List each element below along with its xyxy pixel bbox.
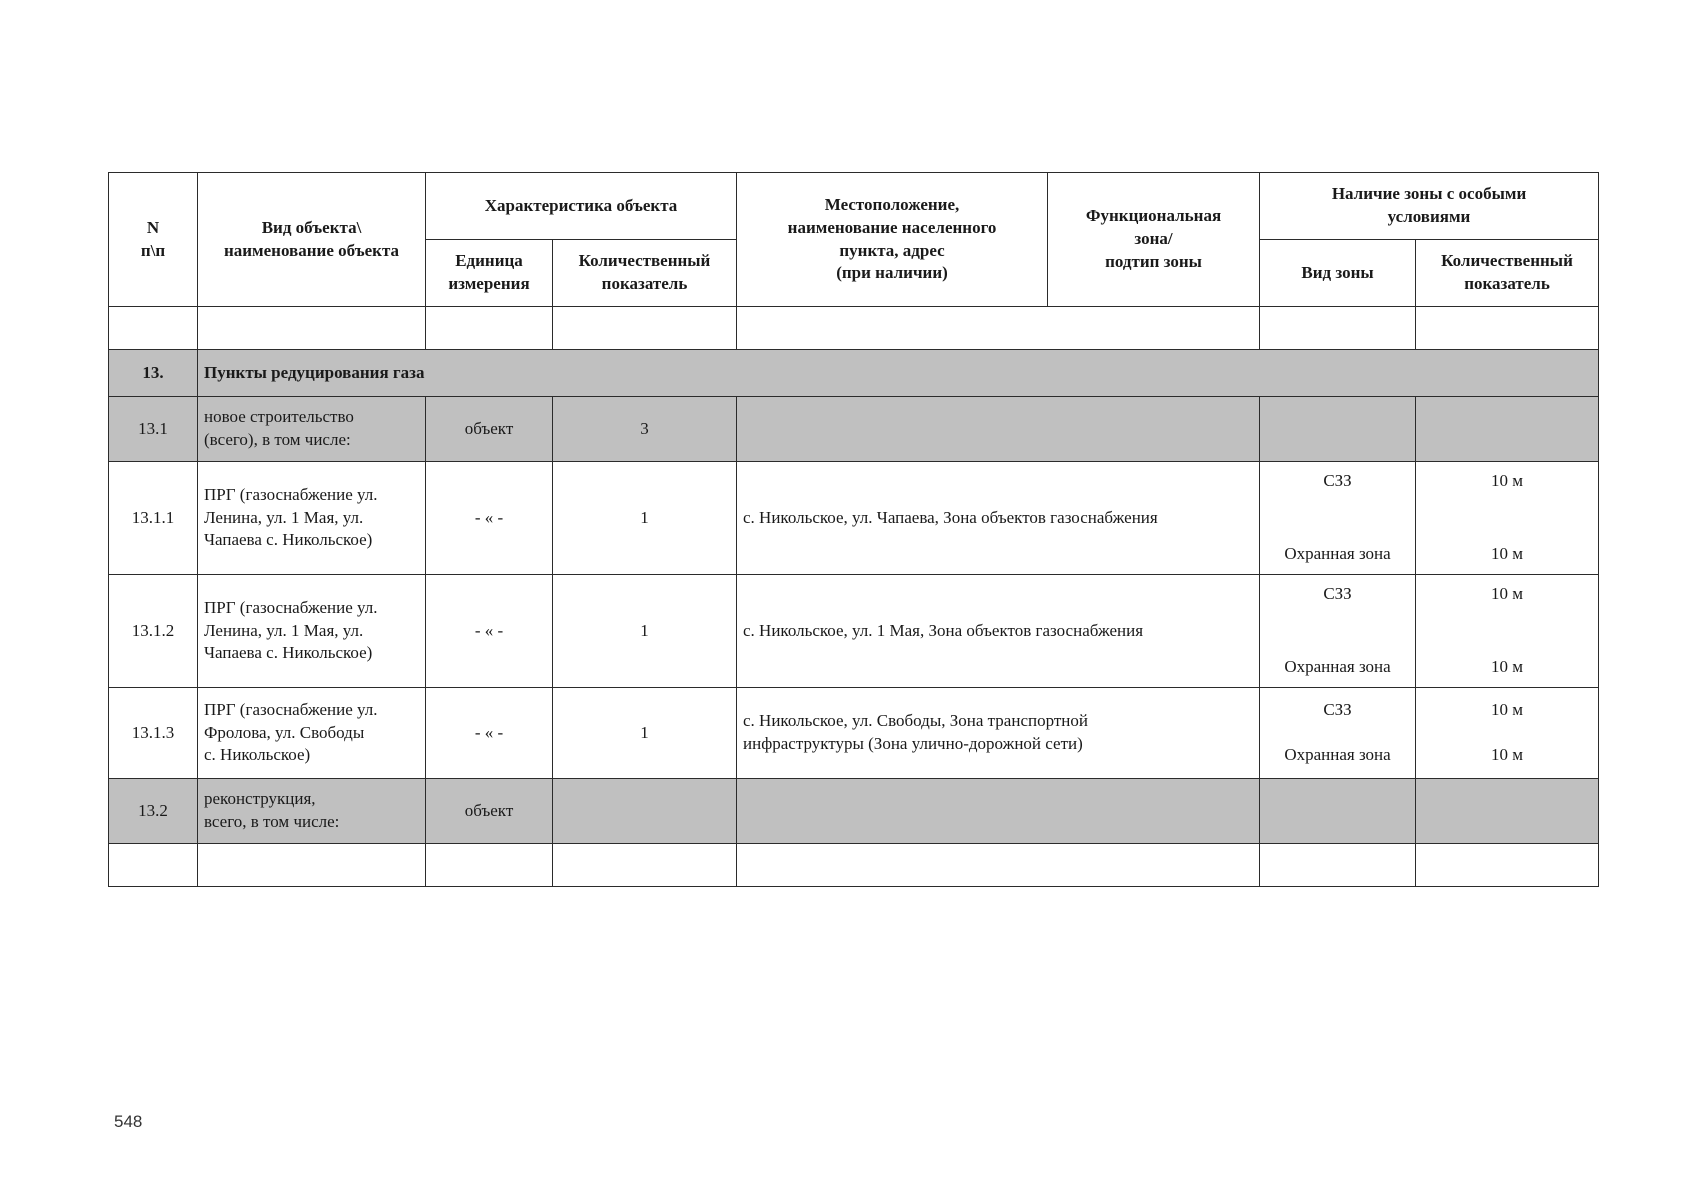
- subsection-quantity: 3: [553, 397, 737, 462]
- header-n: N п\п: [109, 173, 198, 307]
- row-unit: - « -: [426, 575, 553, 688]
- subsection-row: [109, 779, 1599, 844]
- row-unit: - « -: [426, 688, 553, 779]
- zone-quantity-szz: 10 м: [1491, 471, 1524, 490]
- row-zone-types: [1260, 688, 1416, 779]
- empty-row: [109, 844, 1599, 887]
- section-number: 13.: [109, 350, 198, 397]
- row-quantity: 1: [553, 462, 737, 575]
- row-zone-quantities: [1416, 688, 1599, 779]
- zone-type-szz: СЗЗ: [1323, 700, 1352, 719]
- zone-quantity-protection: 10 м: [1491, 544, 1524, 564]
- row-object-name: ПРГ (газоснабжение ул. Ленина, ул. 1 Мая, ул. Чапаева с. Никольское): [198, 462, 426, 575]
- row-zone-quantities: [1416, 575, 1599, 688]
- section-title: Пункты редуцирования газа: [198, 350, 1599, 397]
- table-row: [109, 575, 1599, 688]
- subsection-name: реконструкция, всего, в том числе:: [198, 779, 426, 844]
- header-functional-zone: Функциональная зона/ подтип зоны: [1048, 173, 1260, 307]
- header-characteristics: Характеристика объекта: [426, 173, 737, 240]
- empty-row: [109, 307, 1599, 350]
- subsection-location: [737, 779, 1260, 844]
- subsection-unit: объект: [426, 397, 553, 462]
- header-location: Местоположение, наименование населенного пункта, адрес (при наличии): [737, 173, 1048, 307]
- row-number: 13.1.3: [109, 688, 198, 779]
- zone-type-szz: СЗЗ: [1323, 471, 1352, 490]
- zone-type-protection: Охранная зона: [1284, 544, 1391, 564]
- row-location: с. Никольское, ул. Чапаева, Зона объектов газоснабжения: [737, 462, 1260, 575]
- subsection-number: 13.1: [109, 397, 198, 462]
- zone-quantity-protection: 10 м: [1491, 745, 1524, 765]
- zone-quantity-szz: 10 м: [1491, 584, 1524, 603]
- row-object-name: ПРГ (газоснабжение ул. Ленина, ул. 1 Мая, ул. Чапаева с. Никольское): [198, 575, 426, 688]
- subsection-zone-quantity: [1416, 779, 1599, 844]
- zone-type-protection: Охранная зона: [1284, 745, 1391, 765]
- table-row: [109, 462, 1599, 575]
- header-unit: Единица измерения: [426, 240, 553, 307]
- row-unit: - « -: [426, 462, 553, 575]
- header-zone-quantity: Количественный показатель: [1416, 240, 1599, 307]
- header-object-type: Вид объекта\ наименование объекта: [198, 173, 426, 307]
- header-quantity: Количественный показатель: [553, 240, 737, 307]
- subsection-zone-type: [1260, 397, 1416, 462]
- subsection-quantity: [553, 779, 737, 844]
- row-object-name: ПРГ (газоснабжение ул. Фролова, ул. Свободы с. Никольское): [198, 688, 426, 779]
- row-quantity: 1: [553, 688, 737, 779]
- section-row: [109, 350, 1599, 397]
- row-zone-types: [1260, 462, 1416, 575]
- table-row: [109, 688, 1599, 779]
- zone-type-protection: Охранная зона: [1284, 657, 1391, 677]
- row-number: 13.1.2: [109, 575, 198, 688]
- subsection-zone-type: [1260, 779, 1416, 844]
- row-quantity: 1: [553, 575, 737, 688]
- objects-table: [108, 172, 1599, 887]
- zone-quantity-protection: 10 м: [1491, 657, 1524, 677]
- subsection-row: [109, 397, 1599, 462]
- row-zone-types: [1260, 575, 1416, 688]
- header-zone-type: Вид зоны: [1260, 240, 1416, 307]
- subsection-number: 13.2: [109, 779, 198, 844]
- row-location: с. Никольское, ул. Свободы, Зона транспортной инфраструктуры (Зона улично-дорожной сети): [737, 688, 1260, 779]
- zone-quantity-szz: 10 м: [1491, 700, 1524, 719]
- zone-type-szz: СЗЗ: [1323, 584, 1352, 603]
- subsection-zone-quantity: [1416, 397, 1599, 462]
- subsection-unit: объект: [426, 779, 553, 844]
- header-special-zones: Наличие зоны с особыми условиями: [1260, 173, 1599, 240]
- subsection-location: [737, 397, 1260, 462]
- page-number: 548: [114, 1112, 143, 1131]
- row-number: 13.1.1: [109, 462, 198, 575]
- row-location: с. Никольское, ул. 1 Мая, Зона объектов газоснабжения: [737, 575, 1260, 688]
- row-zone-quantities: [1416, 462, 1599, 575]
- subsection-name: новое строительство (всего), в том числе:: [198, 397, 426, 462]
